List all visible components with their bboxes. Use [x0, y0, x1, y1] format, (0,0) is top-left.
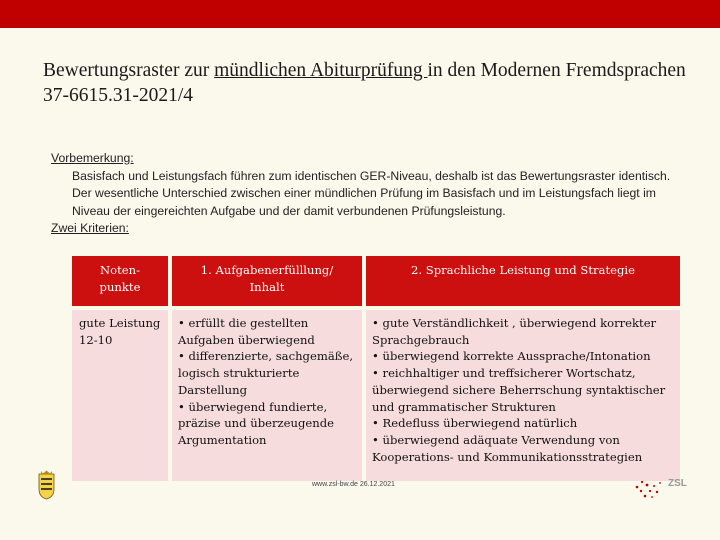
slide-title	[43, 58, 703, 108]
title-underlined: mündlichen Abiturprüfung	[214, 60, 428, 81]
language-item: • überwiegend adäquate Verwendung von Kooperations- und Kommunikationsstrategien	[372, 432, 643, 464]
note-text: Basisfach und Leistungsfach führen zum identischen GER-Niveau, deshalb ist das Bewertungsraster identisch. Der wesentliche Unterschied zwischen einer mündlichen Prüfung im Basisfach und im Leistungsfach liegt im Niveau der eingereichten Aufgabe und der damit verbundenen Prüfungsleistung.	[72, 168, 671, 218]
content-cell	[172, 310, 362, 481]
language-item: • gute Verständlichkeit , überwiegend korrekter Sprachgebrauch	[372, 316, 657, 347]
title-part-1: Bewertungsraster zur	[43, 60, 215, 81]
grade-cell	[72, 310, 168, 481]
language-cell	[366, 310, 680, 481]
coat-of-arms-icon	[37, 470, 56, 500]
zsl-logo-text: ZSL	[668, 478, 687, 489]
title-part-2: in den Modernen Fremdsprachen	[427, 60, 686, 81]
header-grade-points: Noten-punkte	[72, 256, 168, 306]
content-item: • erfüllt die gestellten Aufgaben überwiegend	[178, 316, 315, 347]
assessment-table	[72, 256, 672, 477]
top-red-bar	[0, 0, 720, 28]
grade-label: gute Leistung	[79, 316, 161, 330]
criteria-heading: Zwei Kriterien:	[51, 221, 129, 235]
language-item: • Redefluss überwiegend natürlich	[372, 416, 578, 431]
grade-points: 12-10	[79, 332, 113, 347]
title-code: 37-6615.31-2021/4	[43, 85, 194, 106]
footer-url: www.zsl-bw.de 26.12.2021	[312, 481, 395, 488]
note-heading: Vorbemerkung:	[51, 151, 134, 165]
preface	[51, 150, 691, 238]
content-item: • überwiegend fundierte, präzise und überzeugende Argumentation	[178, 399, 334, 447]
content-item: • differenzierte, sachgemäße, logisch strukturierte Darstellung	[178, 349, 354, 397]
language-item: • reichhaltiger und treffsicherer Wortschatz, überwiegend sichere Beherrschung syntaktischer und grammatischer Strukturen	[372, 366, 666, 414]
language-item: • überwiegend korrekte Aussprache/Intonation	[372, 349, 651, 364]
header-language-strategy: 2. Sprachliche Leistung und Strategie	[366, 256, 680, 306]
header-task-content: 1. Aufgabenerfülllung/ Inhalt	[172, 256, 362, 306]
